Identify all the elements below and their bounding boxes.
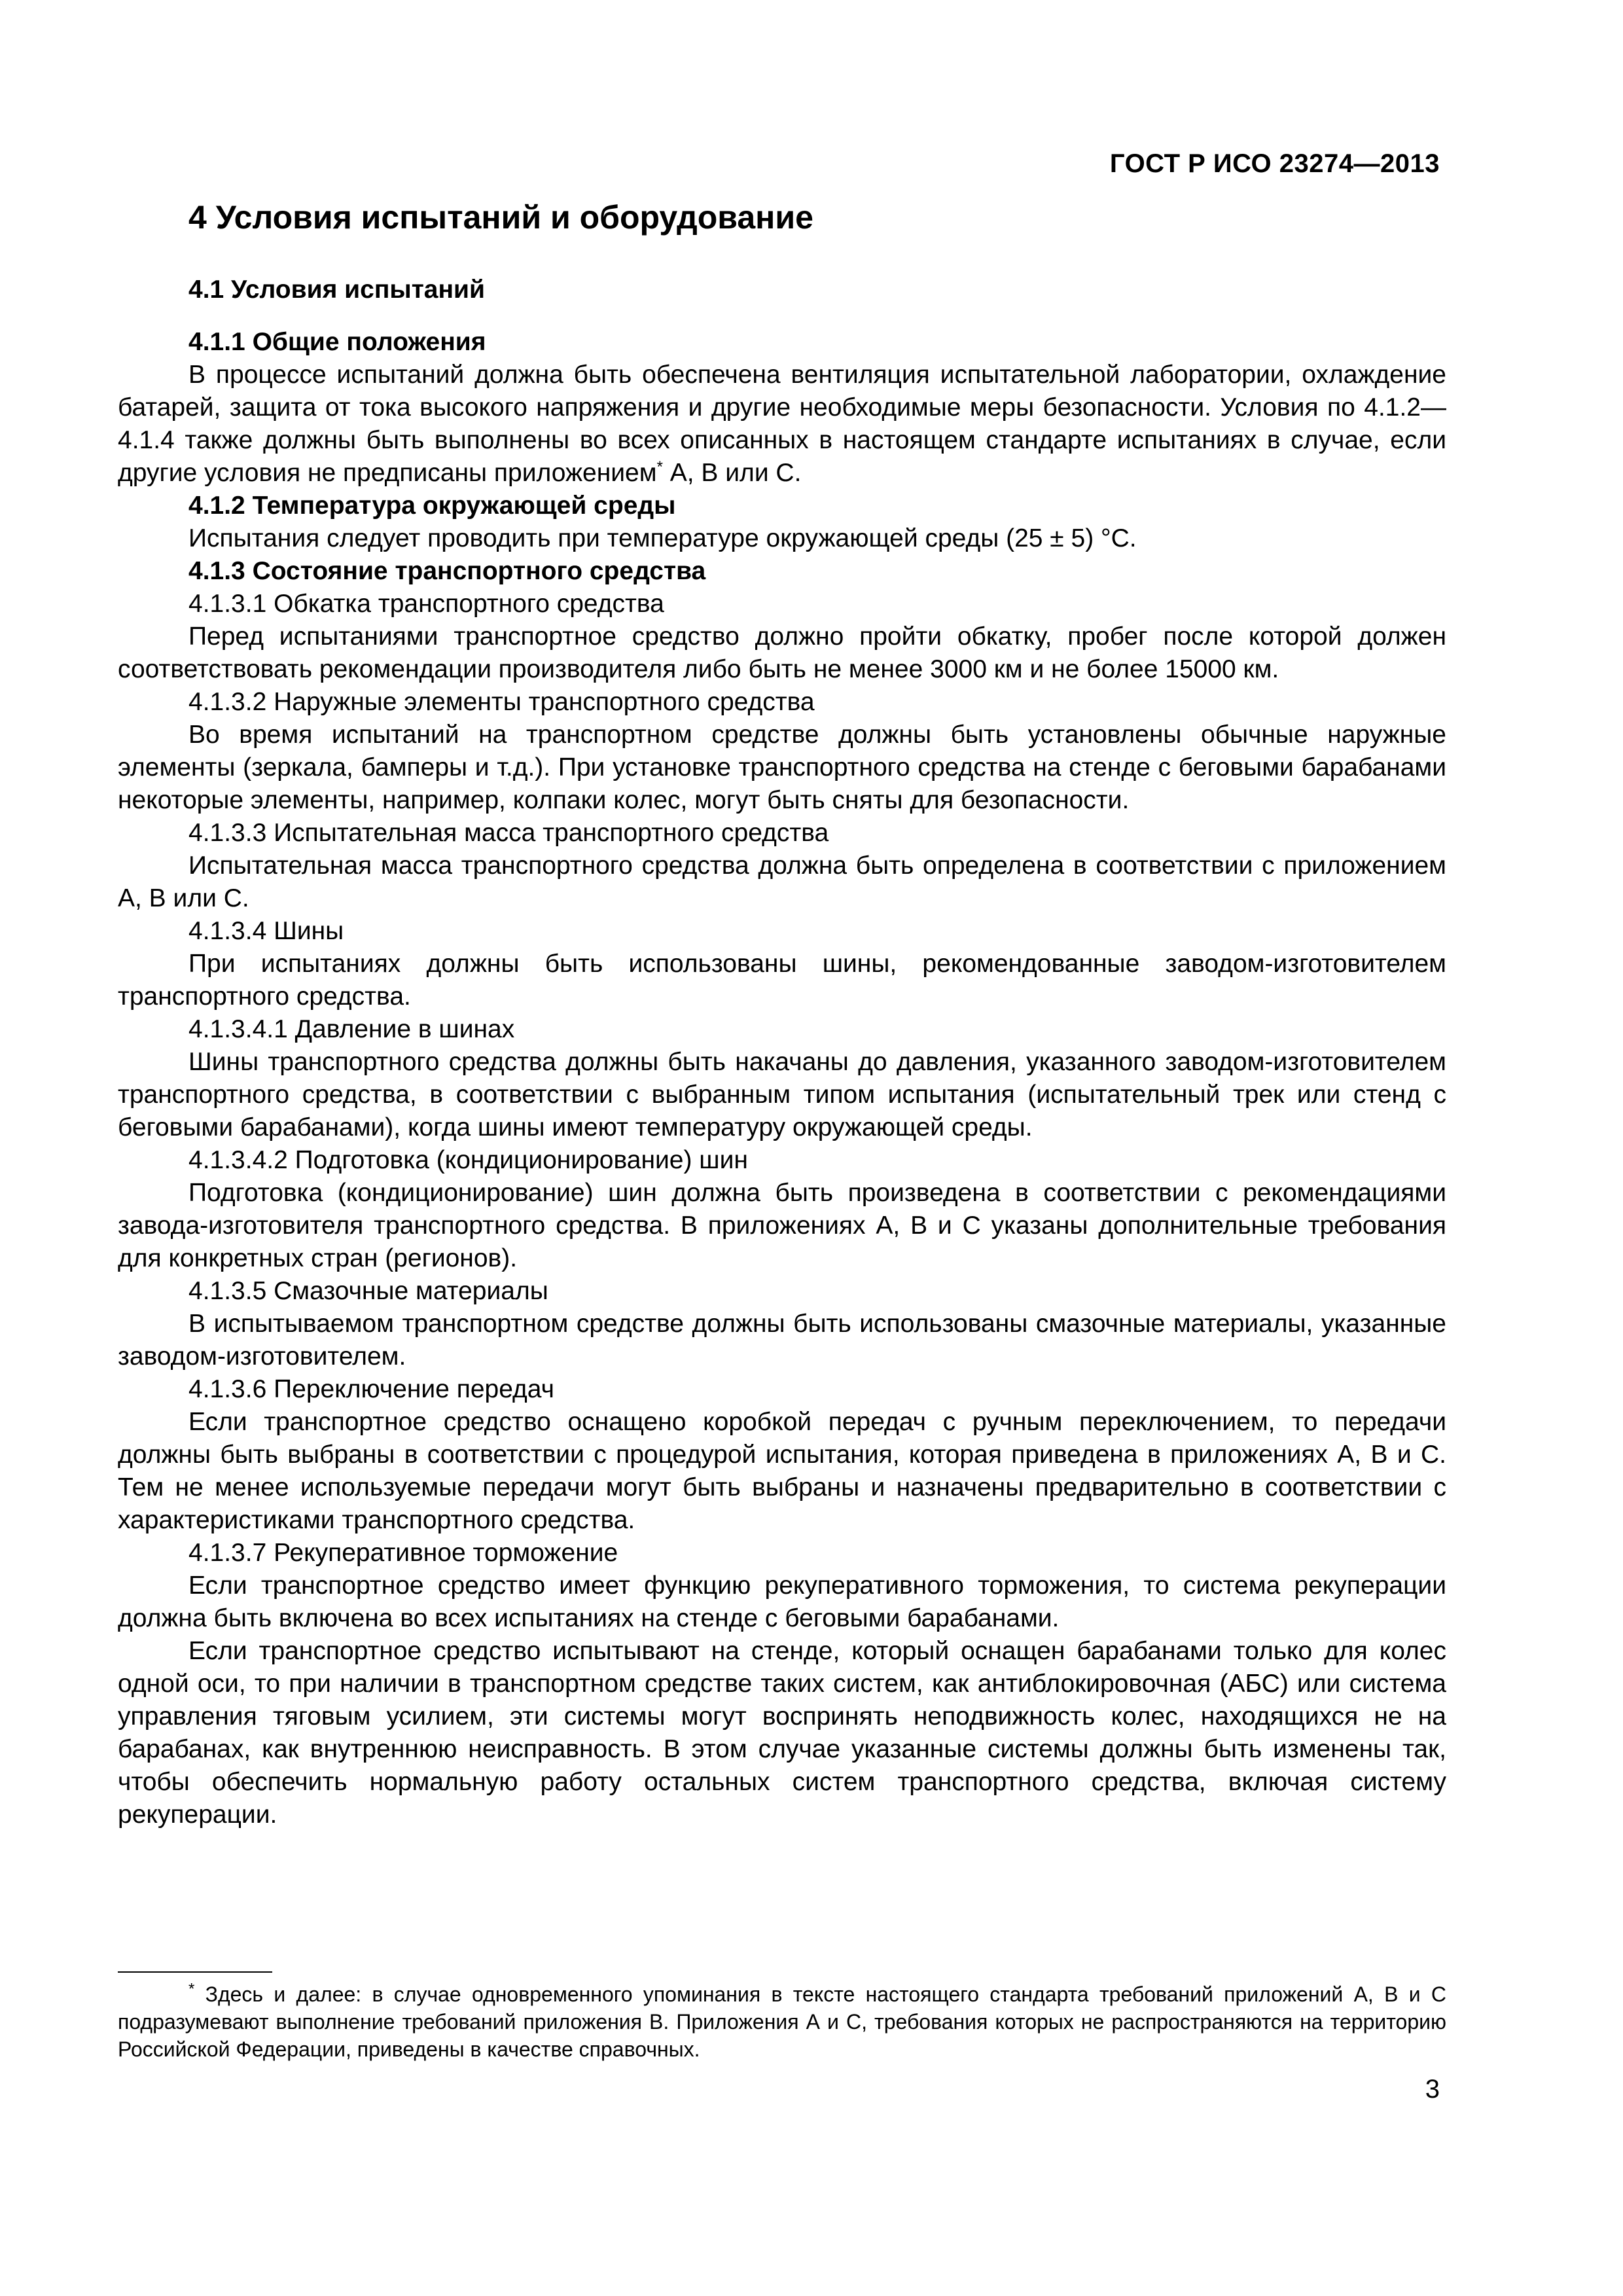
clause-4-1-3-3-text: Испытательная масса транспортного средства должна быть определена в соответствии с приложением А, В или С. [118,852,1446,912]
clause-4-1-3-2-text: Во время испытаний на транспортном средстве должны быть установлены обычные наружные элементы (зеркала, бамперы и т.д.). При установке транспортного средства на стенде с беговыми барабанами некоторые элементы, например, колпаки колес, могут быть сняты для безопасности. [118,721,1446,814]
page-number: 3 [1425,2075,1440,2104]
clause-4-1-3-title: 4.1.3 Состояние транспортного средства [188,557,706,585]
clause-4-1-3-7-title: 4.1.3.7 Рекуперативное торможение [188,1539,618,1567]
clause-4-1-3-3-title: 4.1.3.3 Испытательная масса транспортного средства [188,819,829,847]
clause-4-1-3-4-1-title: 4.1.3.4.1 Давление в шинах [188,1015,515,1043]
clause-4-1-3-5-text: В испытываемом транспортном средстве должны быть использованы смазочные материалы, указанные заводом-изготовителем. [118,1310,1446,1371]
clause-4-1-3-4-2-title: 4.1.3.4.2 Подготовка (кондиционирование) шин [188,1146,748,1174]
clause-4-1-1-end: А, В или С. [662,459,802,487]
clause-4-1-3-6-text: Если транспортное средство оснащено коробкой передач с ручным переключением, то передачи должны быть выбраны в соответствии с процедурой испытания, которая приведена в приложениях А, В и С. Тем не менее используемые передачи могут быть выбраны и назначены предварительно в соответствии с характеристиками транспортного средства. [118,1408,1446,1534]
clause-4-1-3-7-text-2: Если транспортное средство испытывают на стенде, который оснащен барабанами только для колес одной оси, то при наличии в транспортном средстве таких систем, как антиблокировочная (АБС) или система управления тяговым усилием, эти системы могут воспринять неподвижность колес, находящихся не на барабанах, как внутреннюю неисправность. В этом случае указанные системы должны быть изменены так, чтобы обеспечить нормальную работу остальных систем транспортного средства, включая систему рекуперации. [118,1637,1446,1829]
clause-4-1-3-4-title: 4.1.3.4 Шины [188,917,344,945]
clause-4-1-3-7-text-1: Если транспортное средство имеет функцию рекуперативного торможения, то система рекуперации должна быть включена во всех испытаниях на стенде с беговыми барабанами. [118,1571,1446,1632]
clause-4-1-1-body: В процессе испытаний должна быть обеспечена вентиляция испытательной лаборатории, охлаждение батарей, защита от тока высокого напряжения и другие необходимые меры безопасности. Условия по 4.1.2—4.1.4 также должны быть выполнены во всех описанных в настоящем стандарте испытаниях в случае, если другие условия не предписаны приложением [118,361,1446,487]
page-content [118,196,1446,1831]
clause-4-1-3-1-text: Перед испытаниями транспортное средство должно пройти обкатку, пробег после которой должен соответствовать рекомендации производителя либо быть не менее 3000 км и не более 15000 км. [118,622,1446,683]
clause-4-1-3-6-title: 4.1.3.6 Переключение передач [188,1375,554,1403]
clause-4-1-3-2-title: 4.1.3.2 Наружные элементы транспортного средства [188,688,815,716]
clause-4-1-3-4-text: При испытаниях должны быть использованы шины, рекомендованные заводом-изготовителем транспортного средства. [118,950,1446,1011]
footnote-ref: * [656,458,663,476]
footnote-marker: * [188,1980,195,1998]
clause-4-1-3-5-title: 4.1.3.5 Смазочные материалы [188,1277,548,1305]
section-title: 4 Условия испытаний и оборудование [188,199,813,236]
footnote-separator [118,1971,272,1973]
clause-4-1-3-4-1-text: Шины транспортного средства должны быть накачаны до давления, указанного заводом-изготовителем транспортного средства, в соответствии с выбранным типом испытания (испытательный трек или стенд с беговыми барабанами), когда шины имеют температуру окружающей среды. [118,1048,1446,1141]
clause-4-1-1-title: 4.1.1 Общие положения [188,328,486,356]
clause-4-1-2-title: 4.1.2 Температура окружающей среды [188,492,676,520]
footnote-text: Здесь и далее: в случае одновременного упоминания в тексте настоящего стандарта требований приложений А, В и С подразумевают выполнение требований приложения В. Приложения А и С, требования которых не распространяются на территорию Российской Федерации, приведены в качестве справочных. [118,1982,1446,2061]
clause-4-1-3-4-2-text: Подготовка (кондиционирование) шин должна быть произведена в соответствии с рекомендациями завода-изготовителя транспортного средства. В приложениях А, В и С указаны дополнительные требования для конкретных стран (регионов). [118,1179,1446,1272]
clause-4-1-1-text [118,359,1446,490]
clause-4-1-3-1-title: 4.1.3.1 Обкатка транспортного средства [188,590,664,618]
clause-4-1-2-text: Испытания следует проводить при температуре окружающей среды (25 ± 5) °С. [188,524,1137,552]
footnote [118,1981,1446,2063]
standard-code: ГОСТ Р ИСО 23274—2013 [1109,149,1440,178]
subsection-4-1-title: 4.1 Условия испытаний [188,276,485,304]
